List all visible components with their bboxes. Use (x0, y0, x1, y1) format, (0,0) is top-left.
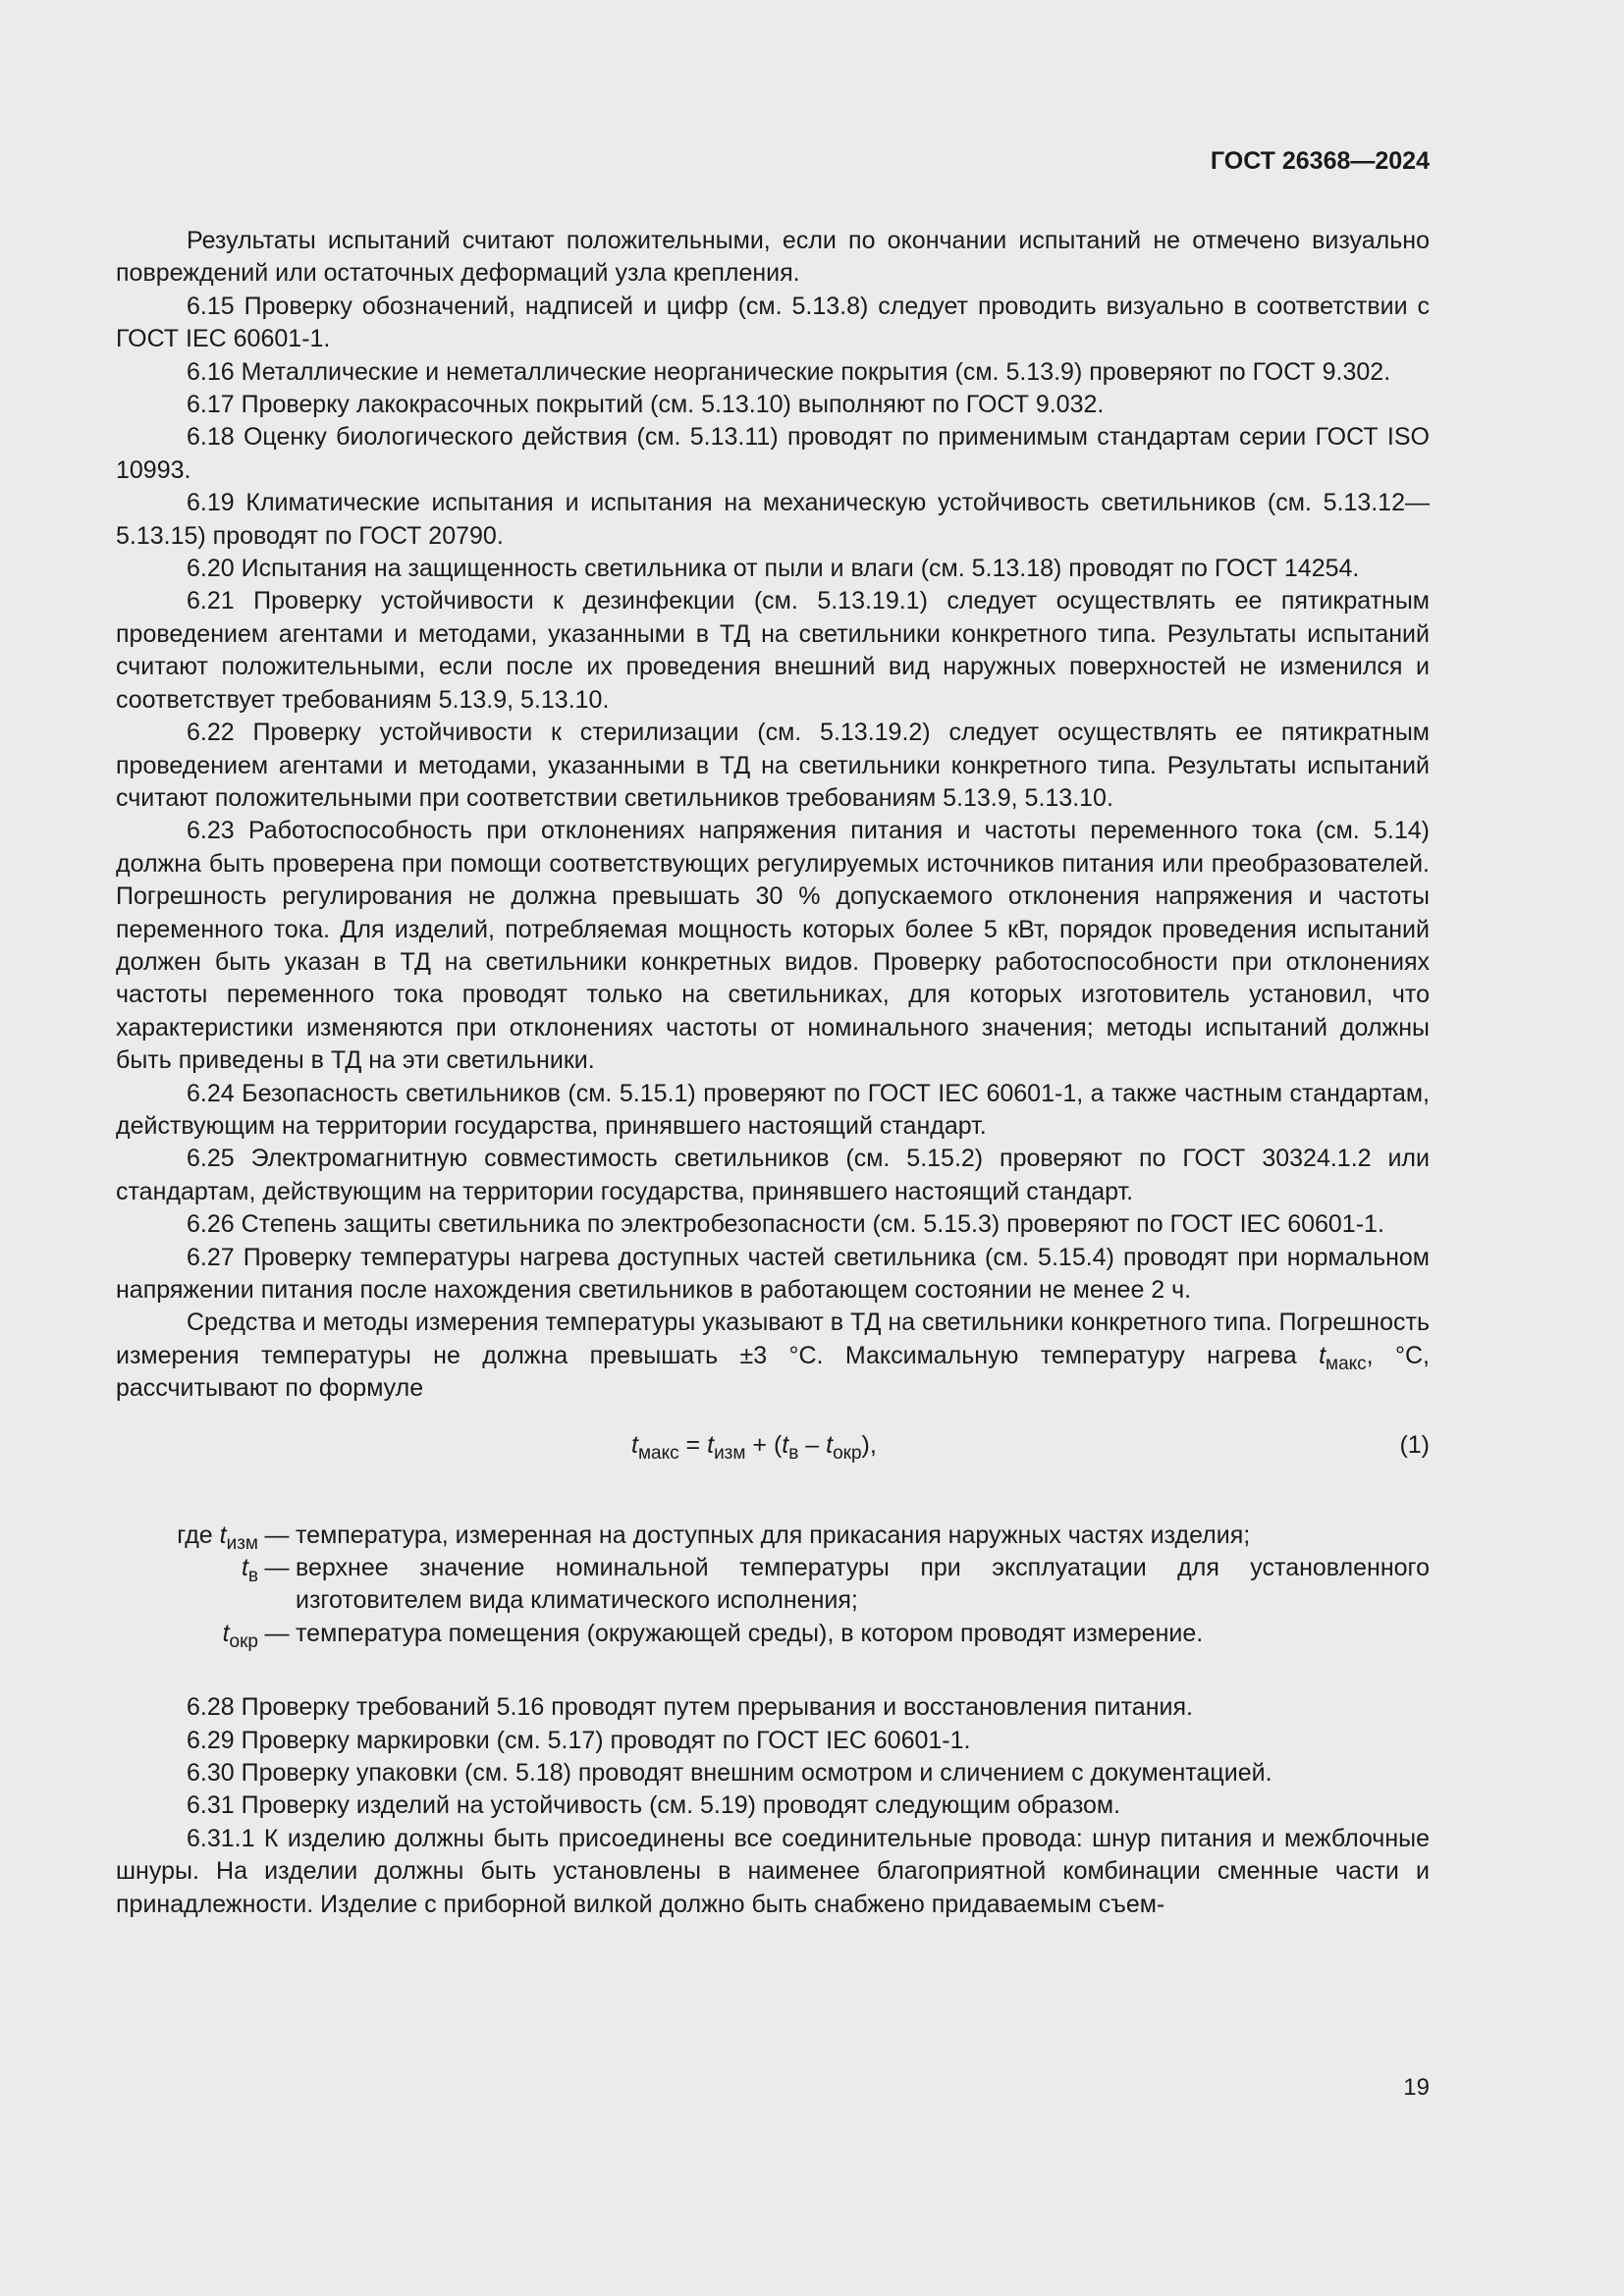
paragraph-tail: , °C, рассчитывают по формуле (116, 1341, 1430, 1403)
paragraph: 6.28 Проверку требований 5.16 проводят путем прерывания и восстановления питания. (187, 1693, 1193, 1722)
paragraph: 6.25 Электромагнитную совместимость светильников (см. 5.15.2) проверяют по ГОСТ 30324.1.2 или стандартам, действующим на территории государства, принявшего настоящий стандарт. (116, 1145, 1430, 1205)
formula-var: t (631, 1430, 638, 1459)
legend-row (116, 1618, 1430, 1650)
legend-symbol (116, 1552, 258, 1618)
legend-dash: — (264, 1554, 290, 1582)
legend-row (116, 1520, 1430, 1552)
paragraph: 6.30 Проверку упаковки (см. 5.18) проводят внешним осмотром и сличением с документацией. (187, 1759, 1272, 1788)
document-id: ГОСТ 26368—2024 (1210, 147, 1430, 175)
formula-op: = (678, 1430, 708, 1459)
temperature-paragraph (116, 1307, 1430, 1405)
paragraph: 6.19 Климатические испытания и испытания на механическую устойчивость светильников (см. 5.13.12—5.13.15) проводят по ГОСТ 20790. (116, 489, 1430, 550)
paragraph: 6.15 Проверку обозначений, надписей и цифр (см. 5.13.8) следует проводить визуально в соответствии с ГОСТ IEC 60601-1. (116, 292, 1430, 353)
formula-sub: в (788, 1442, 799, 1464)
formula-expression (631, 1429, 877, 1462)
page-number: 19 (1403, 2074, 1430, 2101)
formula-op: – (798, 1430, 827, 1459)
variable: t (1319, 1341, 1326, 1369)
legend-var: t (241, 1554, 248, 1582)
paragraph: 6.18 Оценку биологического действия (см. 5.13.11) проводят по применимым стандартам серии ГОСТ ISO 10993. (116, 423, 1430, 484)
legend-sub: изм (226, 1532, 258, 1554)
legend-description: температура помещения (окружающей среды), в котором проводят измерение. (296, 1619, 1204, 1647)
legend-sub: окр (229, 1630, 258, 1652)
paragraph: 6.31 Проверку изделий на устойчивость (см. 5.19) проводят следующим образом. (187, 1791, 1121, 1820)
variable-subscript: макс (1326, 1353, 1367, 1374)
legend-dash: — (264, 1619, 290, 1647)
paragraph: 6.17 Проверку лакокрасочных покрытий (см. 5.13.10) выполняют по ГОСТ 9.032. (187, 391, 1105, 419)
legend-description: верхнее значение номинальной температуры при эксплуатации для установленного изготовителем вида климатического исполнения; (296, 1554, 1430, 1615)
formula-legend (116, 1520, 1430, 1651)
paragraph: 6.26 Степень защиты светильника по электробезопасности (см. 5.15.3) проверяют по ГОСТ IEC 60601-1. (187, 1210, 1384, 1239)
legend-var: t (222, 1619, 230, 1647)
paragraph: 6.27 Проверку температуры нагрева доступных частей светильника (см. 5.15.4) проводят при нормальном напряжении питания после нахождения светильников в работающем состоянии не менее 2 ч. (116, 1243, 1430, 1304)
legend-dash: — (264, 1521, 290, 1549)
legend-intro: где (177, 1521, 213, 1549)
formula-var: t (826, 1430, 834, 1459)
paragraph-text: Средства и методы измерения температуры указывают в ТД на светильники конкретного типа. Погрешность измерения температуры не должна превышать ±3 °C. Максимальную температуру нагрева (116, 1308, 1430, 1369)
formula-op: + ( (745, 1430, 783, 1459)
legend-row (116, 1552, 1430, 1618)
paragraph: 6.20 Испытания на защищенность светильника от пыли и влаги (см. 5.13.18) проводят по ГОСТ 14254. (187, 555, 1360, 583)
formula-block (116, 1421, 1430, 1478)
formula-var: t (782, 1430, 789, 1459)
paragraph: 6.24 Безопасность светильников (см. 5.15.1) проверяют по ГОСТ IEC 60601-1, а также частным стандартам, действующим на территории государства, принявшего настоящий стандарт. (116, 1079, 1430, 1140)
paragraph: 6.16 Металлические и неметаллические неорганические покрытия (см. 5.13.9) проверяют по ГОСТ 9.302. (187, 357, 1391, 386)
paragraph: 6.22 Проверку устойчивости к стерилизации (см. 5.13.19.2) следует осуществлять ее пятикратным проведением агентами и методами, указанными в ТД на светильники конкретного типа. Результаты испытаний считают положительными при соответствии светильников требованиям 5.13.9, 5.13.10. (116, 719, 1430, 812)
formula-sub: изм (714, 1442, 746, 1464)
legend-symbol (116, 1618, 258, 1650)
formula-sub: окр (833, 1442, 862, 1464)
paragraph: 6.29 Проверку маркировки (см. 5.17) проводят по ГОСТ IEC 60601-1. (187, 1726, 971, 1754)
paragraph: 6.31.1 К изделию должны быть присоединены все соединительные провода: шнур питания и межблочные шнуры. На изделии должны быть установлены в наименее благоприятной комбинации сменные части и принадлежности. Изделие с приборной вилкой должно быть снабжено придаваемым съем- (116, 1824, 1430, 1918)
legend-sub: в (247, 1566, 258, 1587)
legend-symbol (116, 1520, 258, 1552)
paragraph: 6.23 Работоспособность при отклонениях напряжения питания и частоты переменного тока (см. 5.14) должна быть проверена при помощи соответствующих регулируемых источников питания или преобразователей. Погрешность регулирования не должна превышать 30 % допускаемого отклонения напряжения и частоты переменного тока. Для изделий, потребляемая мощность которых более 5 кВт, порядок проведения испытаний должен быть указан в ТД на светильники конкретных видов. Проверку работоспособности при отклонениях частоты переменного тока проводят только на светильниках, для которых изготовитель установил, что характеристики изменяются при отклонениях частоты от номинального значения; методы испытаний должны быть приведены в ТД на эти светильники. (116, 817, 1430, 1075)
paragraph: 6.21 Проверку устойчивости к дезинфекции (см. 5.13.19.1) следует осуществлять ее пятикратным проведением агентами и методами, указанными в ТД на светильники конкретного типа. Результаты испытаний считают положительными, если после их проведения внешний вид наружных поверхностей не изменился и соответствует требованиям 5.13.9, 5.13.10. (116, 587, 1430, 714)
legend-var: t (219, 1521, 227, 1549)
formula-op: ), (861, 1430, 877, 1459)
page-content (116, 225, 1430, 1921)
paragraph: Результаты испытаний считают положительными, если по окончании испытаний не отмечено визуально повреждений или остаточных деформаций узла крепления. (116, 227, 1430, 288)
formula-number: (1) (1399, 1430, 1430, 1459)
formula-var: t (707, 1430, 715, 1459)
formula-sub: макс (637, 1442, 679, 1464)
legend-description: температура, измеренная на доступных для прикасания наружных частях изделия; (296, 1521, 1251, 1549)
